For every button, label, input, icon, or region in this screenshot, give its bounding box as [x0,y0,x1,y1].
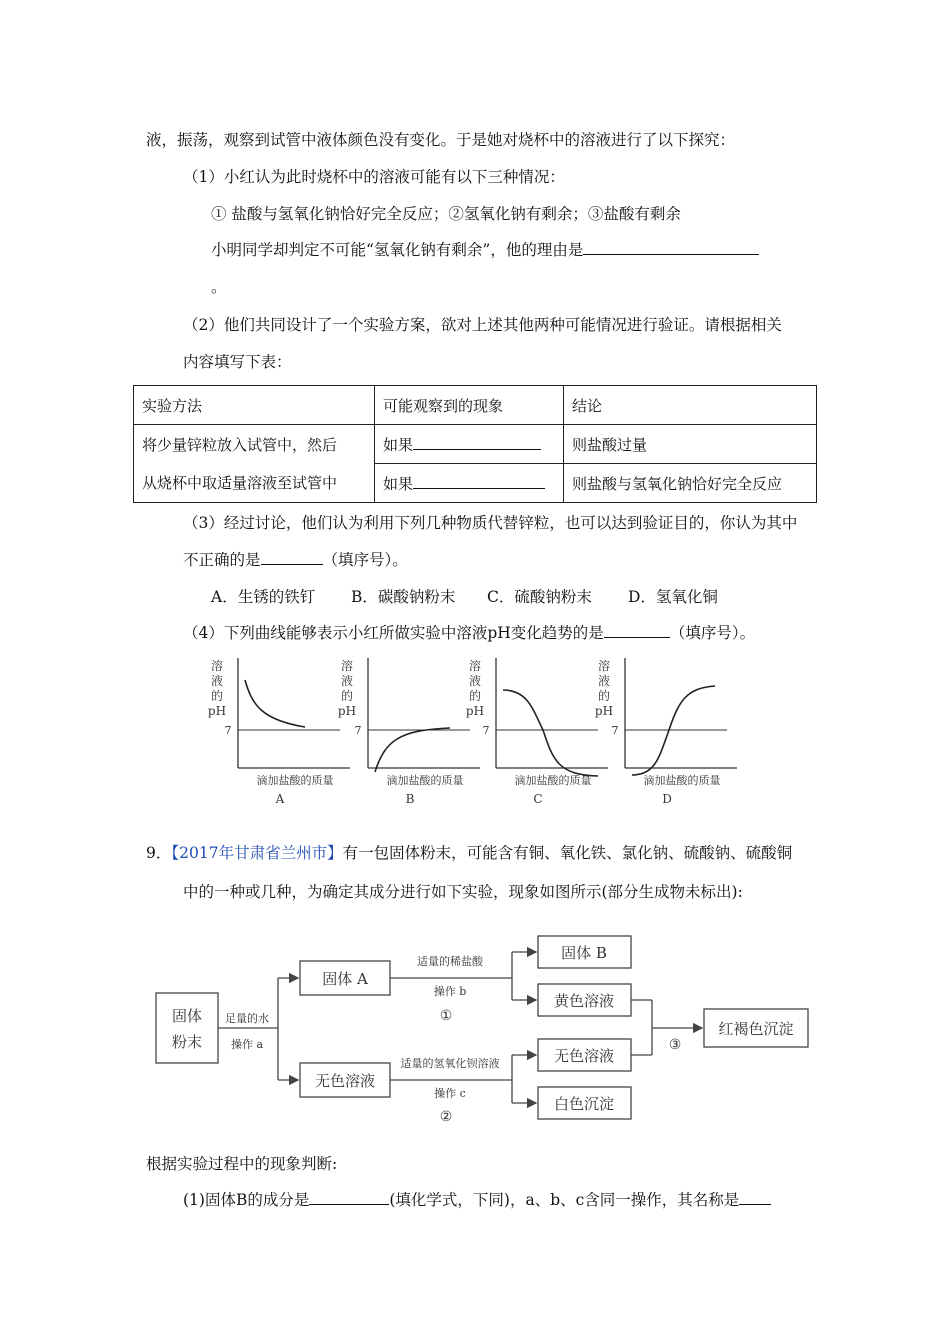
judge-line: 根据实验过程中的现象判断: [146,1155,338,1173]
x-label: 滴加盐酸的质量 [256,774,334,787]
answer-blank-operation[interactable] [739,1190,771,1205]
tick-7: 7 [482,724,490,737]
y-label-char: 的 [340,689,354,703]
q2-stem-1: （2）他们共同设计了一个实验方案，欲对上述其他两种可能情况进行验证。请根据相关 [183,316,782,334]
phenomenon-if-2: 如果 [383,474,414,493]
phenomenon-cell-1 [375,425,564,464]
q1-stem: （1）小红认为此时烧杯中的溶液可能有以下三种情况： [183,168,565,186]
q9-1-text: (1)固体B的成分是 [183,1191,310,1209]
q1-end-mark: 。 [211,278,227,296]
q3-stem-2-suffix: （填序号）。 [322,551,408,569]
method-line-1: 将少量锌粒放入试管中，然后 [142,435,338,454]
tick-7: 7 [354,724,362,737]
label-white-ppt: 白色沉淀 [553,1095,615,1113]
label-op-b: 操作 b [433,985,467,998]
x-label: 滴加盐酸的质量 [514,774,592,787]
answer-blank-phenomenon-2[interactable] [413,474,545,489]
label-yellow: 黄色溶液 [553,992,615,1010]
y-label-char: pH [594,704,614,718]
label-baoh: 适量的氢氧化钡溶液 [400,1057,500,1070]
q3-option-a: A．生锈的铁钉 [211,588,316,606]
graph-label: B [405,792,415,806]
answer-blank-q4[interactable] [604,623,670,638]
graph-label: A [275,792,285,806]
q4-stem-text: （4）下列曲线能够表示小红所做实验中溶液pH变化趋势的是 [183,624,604,642]
graph-label: D [662,792,672,806]
ph-graph-b [338,658,480,806]
q9-1-line [183,1188,771,1210]
q3-option-b: B．碳酸钠粉末 [351,588,456,606]
label-solid: 固体 [171,1007,203,1025]
ph-graph-d [595,658,737,806]
graph-label: C [533,792,543,806]
tick-7: 7 [224,724,232,737]
label-acid: 适量的稀盐酸 [417,955,483,968]
label-step-2: ② [439,1109,453,1125]
ph-graph-c [465,658,611,806]
q4-stem-suffix: （填序号）。 [669,624,756,642]
label-op-c: 操作 c [434,1087,466,1100]
header-conclusion: 结论 [564,386,817,425]
answer-blank-phenomenon-1[interactable] [413,435,541,450]
label-step-3: ③ [668,1037,682,1053]
y-label-char: 的 [597,689,611,703]
q3-option-d: D．氢氧化铜 [628,588,718,606]
q9-stem-2: 中的一种或几种，为确定其成分进行如下实验，现象如图所示(部分生成物未标出): [183,883,743,901]
y-label-char: 溶 [468,659,482,673]
y-label-char: 的 [210,689,224,703]
x-label: 滴加盐酸的质量 [643,774,721,787]
label-colorless: 无色溶液 [314,1072,376,1090]
q1-reason-text: 小明同学却判定不可能“氢氧化钠有剩余”，他的理由是 [211,241,584,259]
ph-curve [503,690,598,776]
label-water: 足量的水 [225,1012,269,1025]
q4-stem [183,621,755,643]
answer-blank-reason[interactable] [583,240,759,255]
box-solid-powder [156,993,218,1063]
q3-stem-2-text: 不正确的是 [183,551,261,569]
table-header-row [134,386,817,425]
y-label-char: 液 [210,674,224,688]
ph-curve [245,680,305,727]
q3-stem-1: （3）经过讨论，他们认为利用下列几种物质代替锌粒，也可以达到验证目的，你认为其中 [183,514,798,532]
phenomenon-cell-2 [375,464,564,503]
y-label-char: 溶 [597,659,611,673]
table-row [134,425,817,464]
header-phenomenon: 可能观察到的现象 [375,386,564,425]
q2-stem-2: 内容填写下表： [183,353,292,371]
q9-source: 【2017年甘肃省兰州市】 [171,844,343,862]
label-red-ppt: 红褐色沉淀 [718,1020,794,1038]
label-step-1: ① [439,1008,453,1024]
label-powder: 粉末 [171,1033,203,1051]
y-label-char: 的 [468,689,482,703]
phenomenon-if-1: 如果 [383,435,414,454]
x-label: 滴加盐酸的质量 [386,774,464,787]
conclusion-cell-2: 则盐酸与氢氧化钠恰好完全反应 [564,464,817,503]
y-label-char: pH [337,704,357,718]
ph-graph-a [208,658,350,806]
label-op-a: 操作 a [230,1038,264,1051]
method-line-2: 从烧杯中取适量溶液至试管中 [142,473,338,492]
y-label-char: 液 [468,674,482,688]
tick-7: 7 [611,724,619,737]
q9-stem-1: 有一包固体粉末，可能含有铜、氧化铁、氯化钠、硫酸钠、硫酸铜 [342,844,793,862]
ph-curve [375,728,450,772]
flow-diagram [150,925,830,1125]
y-label-char: pH [207,704,227,718]
y-label-char: 液 [340,674,354,688]
q9-line-1 [146,841,792,863]
y-label-char: 溶 [210,659,224,673]
y-label-char: pH [465,704,485,718]
q1-cases: ① 盐酸与氢氧化钠恰好完全反应；②氢氧化钠有剩余；③盐酸有剩余 [211,205,681,223]
intro-line: 液，振荡，观察到试管中液体颜色没有变化。于是她对烧杯中的溶液进行了以下探究： [146,131,736,149]
q1-reason [211,238,759,260]
answer-blank-q3[interactable] [261,550,323,565]
q3-stem-2 [183,548,408,570]
experiment-table [133,385,817,503]
header-method: 实验方法 [134,386,375,425]
y-label-char: 溶 [340,659,354,673]
answer-blank-solid-b[interactable] [309,1190,389,1205]
conclusion-cell-1: 则盐酸过量 [564,425,817,464]
q9-1-suffix: (填化学式，下同)，a、b、c含同一操作，其名称是 [389,1191,740,1209]
method-cell [134,425,375,503]
q9-number: 9． [146,844,172,862]
label-solid-a: 固体 A [322,970,368,988]
y-label-char: 液 [597,674,611,688]
q3-option-c: C．硫酸钠粉末 [487,588,592,606]
ph-graphs [200,650,740,810]
label-colorless-2: 无色溶液 [553,1047,615,1065]
label-solid-b: 固体 B [561,944,607,962]
